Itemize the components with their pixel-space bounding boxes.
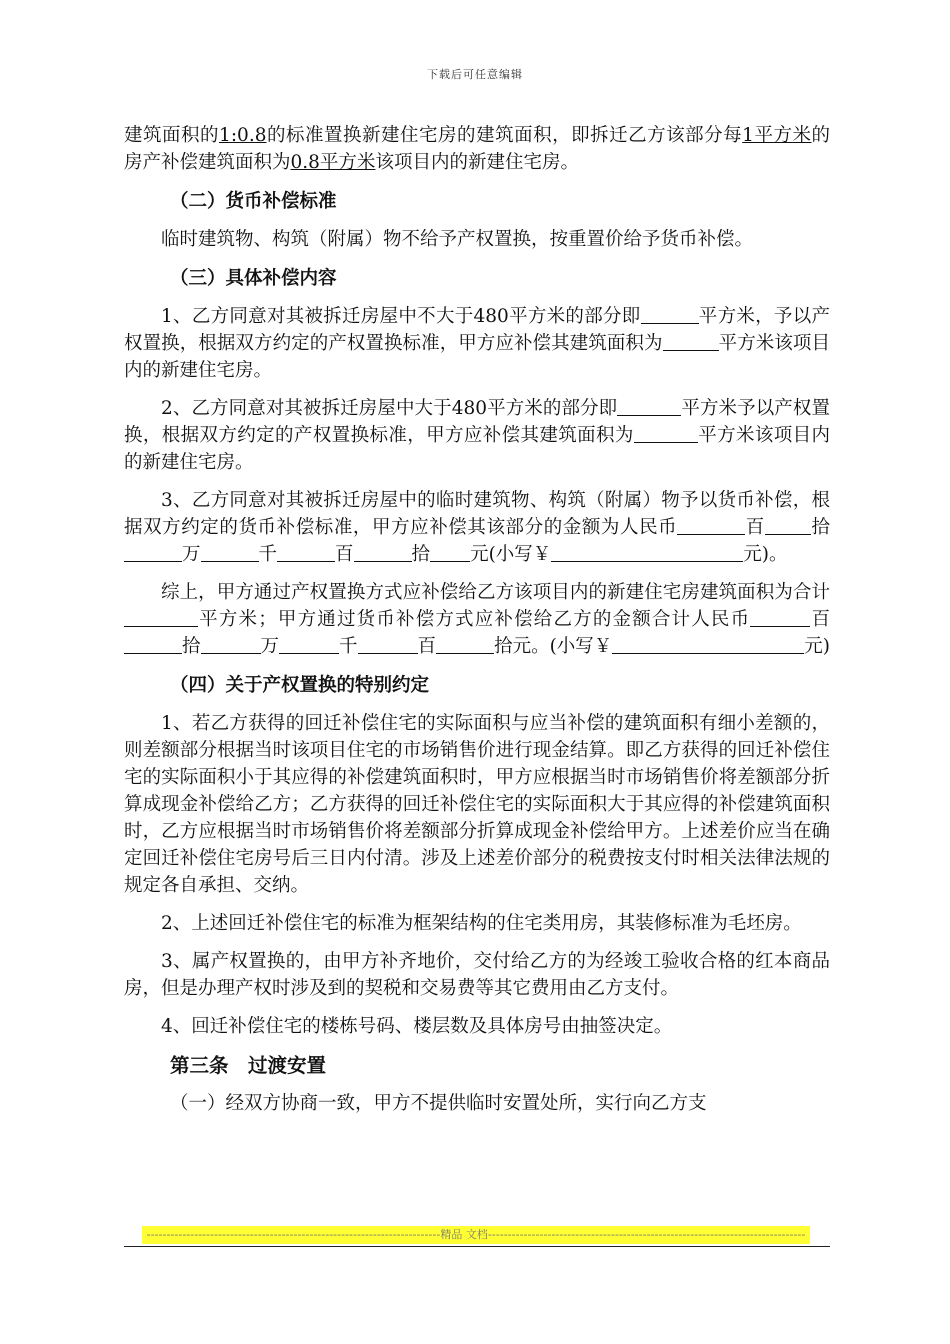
blank-field [617,397,681,416]
text: 千 [258,544,278,565]
text: 元) [804,636,831,657]
article3-paragraph-1: （一）经双方协商一致，甲方不提供临时安置处所，实行向乙方支 [170,1093,707,1114]
blank-field [124,635,182,654]
text: 平方米该项目内的新建住宅房。 [124,425,830,473]
special-term-1: 1、若乙方获得的回迁补偿住宅的实际面积与应当补偿的建筑面积有细小差额的，则差额部分根据当时该项目住宅的市场销售价进行现金结算。即乙方获得的回迁补偿住宅的实际面积小于其应得的补偿建筑面积时，甲方应根据当时市场销售价将差额部分折算成现金补偿给乙方；乙方获得的回迁补偿住宅的实际面积大于其应得的补偿建筑面积时，乙方应根据当时市场销售价将差额部分折算成现金补偿给甲方。上述差价应当在确定回迁补偿住宅房号后三日内付清。涉及上述差价部分的税费按支付时相关法律法规的规定各自承担、交纳。 [124,713,830,896]
special-term-4: 4、回迁补偿住宅的楼栋号码、楼层数及具体房号由抽签决定。 [161,1016,673,1037]
text: 元。(小写￥ [512,636,613,657]
blank-field [641,305,699,324]
text: 平方米予以产权置换，根据双方约定的产权置换标准，甲方应补偿其建筑面积为 [124,398,830,446]
blank-field [436,635,494,654]
item-2 [124,395,830,476]
blank-field [634,424,698,443]
summary-paragraph [124,579,830,660]
text: 1、乙方同意对其被拆迁房屋中不大于480平方米的部分即 [161,306,641,327]
ratio-value: 1:0.8 [219,125,267,146]
document-body [124,122,830,1117]
area-value: 0.8平方米 [290,152,376,173]
blank-field [354,543,412,562]
text: 拾 [182,636,201,657]
item-3 [124,487,830,568]
text: 千 [339,636,358,657]
blank-field [279,635,339,654]
text: 百 [810,609,830,630]
text: 拾 [494,636,513,657]
section-heading-special-terms: （四）关于产权置换的特别约定 [170,675,430,696]
footer-banner: --------------------------------------------------------------------------精品 文档-------------------------------------------------------------------------------- [142,1226,810,1244]
text: 平方米；甲方通过货币补偿方式应补偿给乙方的金额合计人民币 [198,609,751,630]
blank-field [765,516,811,535]
text: 3、乙方同意对其被拆迁房屋中的临时建筑物、构筑（附属）物予以货币补偿，根据双方约定的货币补偿标准，甲方应补偿其该部分的金额为人民币 [124,490,830,538]
blank-field [677,516,745,535]
text: 平方米该项目内的新建住宅房。 [124,333,830,381]
blank-field [124,543,182,562]
blank-field [277,543,335,562]
text: 元(小写￥ [470,544,552,565]
text: 拾 [810,517,830,538]
text: 万 [182,544,201,565]
text: 万 [260,636,280,657]
blank-field [663,332,719,351]
text: 平方米，予以产权置换，根据双方约定的产权置换标准，甲方应补偿其建筑面积为 [124,306,830,354]
article-heading-transition: 第三条 过渡安置 [170,1054,327,1077]
text: 该项目内的新建住宅房。 [375,152,579,173]
blank-field [430,543,470,562]
blank-field [201,635,261,654]
blank-field [551,543,743,562]
section-heading-details: （三）具体补偿内容 [170,268,337,289]
text: 拾 [411,544,431,565]
text: 百 [745,517,765,538]
text: 的房产补偿建筑面积为 [124,125,830,173]
item-1 [124,303,830,384]
paragraph-temporary-buildings: 临时建筑物、构筑（附属）物不给予产权置换，按重置价给予货币补偿。 [161,229,754,250]
text: 综上，甲方通过产权置换方式应补偿给乙方该项目内的新建住宅房建筑面积为合计 [161,582,830,603]
text: 的标准置换新建住宅房的建筑面积，即拆迁乙方该部分每 [266,125,743,146]
blank-field [358,635,418,654]
special-term-3: 3、属产权置换的，由甲方补齐地价，交付给乙方的为经竣工验收合格的红本商品房，但是办理产权时涉及到的契税和交易费等其它费用由乙方支付。 [124,951,830,999]
text: 2、乙方同意对其被拆迁房屋中大于480平方米的部分即 [161,398,618,419]
header-note: 下载后可任意编辑 [427,68,523,81]
text: 百 [417,636,437,657]
text: 百 [335,544,354,565]
blank-field [201,543,259,562]
page-footer [124,1226,830,1247]
footer-divider [124,1246,830,1247]
special-term-2: 2、上述回迁补偿住宅的标准为框架结构的住宅类用房，其装修标准为毛坯房。 [161,913,802,934]
text: 建筑面积的 [124,125,220,146]
blank-field [612,635,804,654]
text: 元)。 [743,544,788,565]
blank-field [750,608,810,627]
paragraph-standard-ratio [124,122,830,176]
blank-field [124,608,198,627]
section-heading-monetary: （二）货币补偿标准 [170,191,337,212]
area-value: 1平方米 [742,125,812,146]
